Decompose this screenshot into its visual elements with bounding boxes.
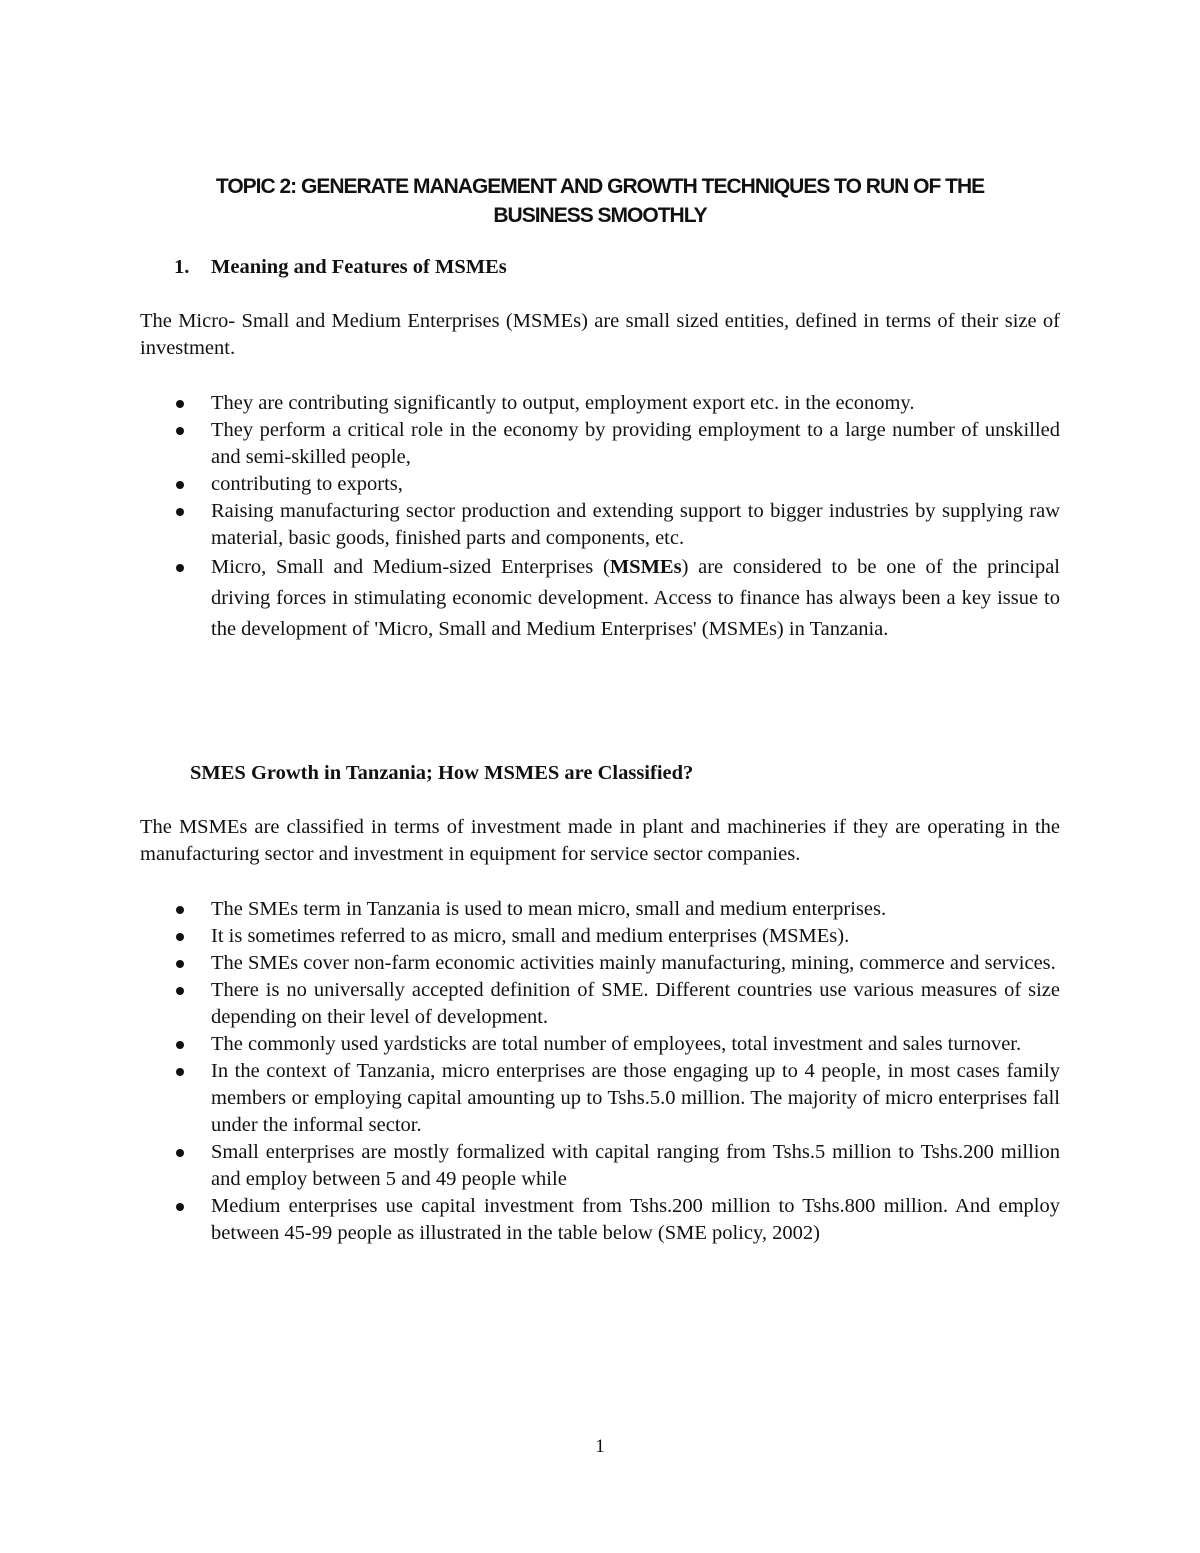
list-item-text: The commonly used yardsticks are total number of employees, total investment and sales turnover. xyxy=(211,1033,1022,1055)
section-2-bullet-list xyxy=(0,896,1060,1247)
bullet-icon xyxy=(176,481,184,489)
list-item xyxy=(0,1031,1060,1058)
list-item xyxy=(0,498,1060,552)
list-item-text-before: Micro, Small and Medium-sized Enterprises ( xyxy=(211,556,610,578)
list-item xyxy=(0,977,1060,1031)
list-item-text-bold: MSMEs xyxy=(609,556,682,578)
bullet-icon xyxy=(176,508,184,516)
list-item xyxy=(0,950,1060,977)
list-item-text: Raising manufacturing sector production and extending support to bigger industries by supplying raw material, basic goods, finished parts and components, etc. xyxy=(211,500,1060,549)
document-title xyxy=(140,172,1060,230)
list-item-text: contributing to exports, xyxy=(211,473,403,495)
section-1-intro: The Micro- Small and Medium Enterprises (MSMEs) are small sized entities, defined in terms of their size of investment. xyxy=(140,310,1060,359)
list-item-text: They are contributing significantly to output, employment export etc. in the economy. xyxy=(211,392,915,414)
list-item xyxy=(0,923,1060,950)
list-item-text: The SMEs cover non-farm economic activities mainly manufacturing, mining, commerce and services. xyxy=(211,952,1056,974)
bullet-icon xyxy=(176,933,184,941)
section-1-number: 1. xyxy=(174,256,190,278)
list-item-text-after: ) are considered to be one of the principal driving forces in stimulating economic development. Access to finance has always been a key issue to the development of 'Micro, Small and Medium Enterprises' (MSMEs) in Tanzania. xyxy=(211,556,1060,640)
list-item-text: In the context of Tanzania, micro enterprises are those engaging up to 4 people, in most cases family members or employing capital amounting up to Tshs.5.0 million. The majority of micro enterprises fall under the informal sector. xyxy=(211,1060,1060,1136)
list-item-text: The SMEs term in Tanzania is used to mean micro, small and medium enterprises. xyxy=(211,898,887,920)
list-item xyxy=(0,896,1060,923)
list-item-text: They perform a critical role in the economy by providing employment to a large number of unskilled and semi-skilled people, xyxy=(211,419,1060,468)
section-1-heading xyxy=(174,254,507,281)
section-1-bullet-list xyxy=(0,390,1060,645)
list-item-text: There is no universally accepted definition of SME. Different countries use various measures of size depending on their level of development. xyxy=(211,979,1060,1028)
bullet-icon xyxy=(176,1068,184,1076)
list-item xyxy=(0,417,1060,471)
bullet-icon xyxy=(176,1041,184,1049)
page-number: 1 xyxy=(595,1436,605,1457)
title-line-2: BUSINESS SMOOTHLY xyxy=(493,204,707,227)
bullet-icon xyxy=(176,564,184,572)
list-item-text: It is sometimes referred to as micro, small and medium enterprises (MSMEs). xyxy=(211,925,850,947)
section-2-heading: SMES Growth in Tanzania; How MSMES are Classified? xyxy=(190,762,694,784)
bullet-icon xyxy=(176,427,184,435)
bullet-icon xyxy=(176,400,184,408)
list-item xyxy=(0,1058,1060,1139)
title-line-1: TOPIC 2: GENERATE MANAGEMENT AND GROWTH TECHNIQUES TO RUN OF THE xyxy=(215,175,985,198)
list-item xyxy=(0,552,1060,645)
list-item xyxy=(0,390,1060,417)
bullet-icon xyxy=(176,906,184,914)
bullet-icon xyxy=(176,960,184,968)
section-2-intro: The MSMEs are classified in terms of investment made in plant and machineries if they are operating in the manufacturing sector and investment in equipment for service sector companies. xyxy=(140,816,1060,865)
bullet-icon xyxy=(176,1203,184,1211)
list-item-text: Small enterprises are mostly formalized with capital ranging from Tshs.5 million to Tshs.200 million and employ between 5 and 49 people while xyxy=(211,1141,1060,1190)
list-item-text: Medium enterprises use capital investment from Tshs.200 million to Tshs.800 million. And employ between 45-99 people as illustrated in the table below (SME policy, 2002) xyxy=(211,1195,1060,1244)
list-item xyxy=(0,471,1060,498)
bullet-icon xyxy=(176,1149,184,1157)
list-item xyxy=(0,1193,1060,1247)
section-1-heading-text: Meaning and Features of MSMEs xyxy=(211,256,507,278)
bullet-icon xyxy=(176,987,184,995)
list-item xyxy=(0,1139,1060,1193)
